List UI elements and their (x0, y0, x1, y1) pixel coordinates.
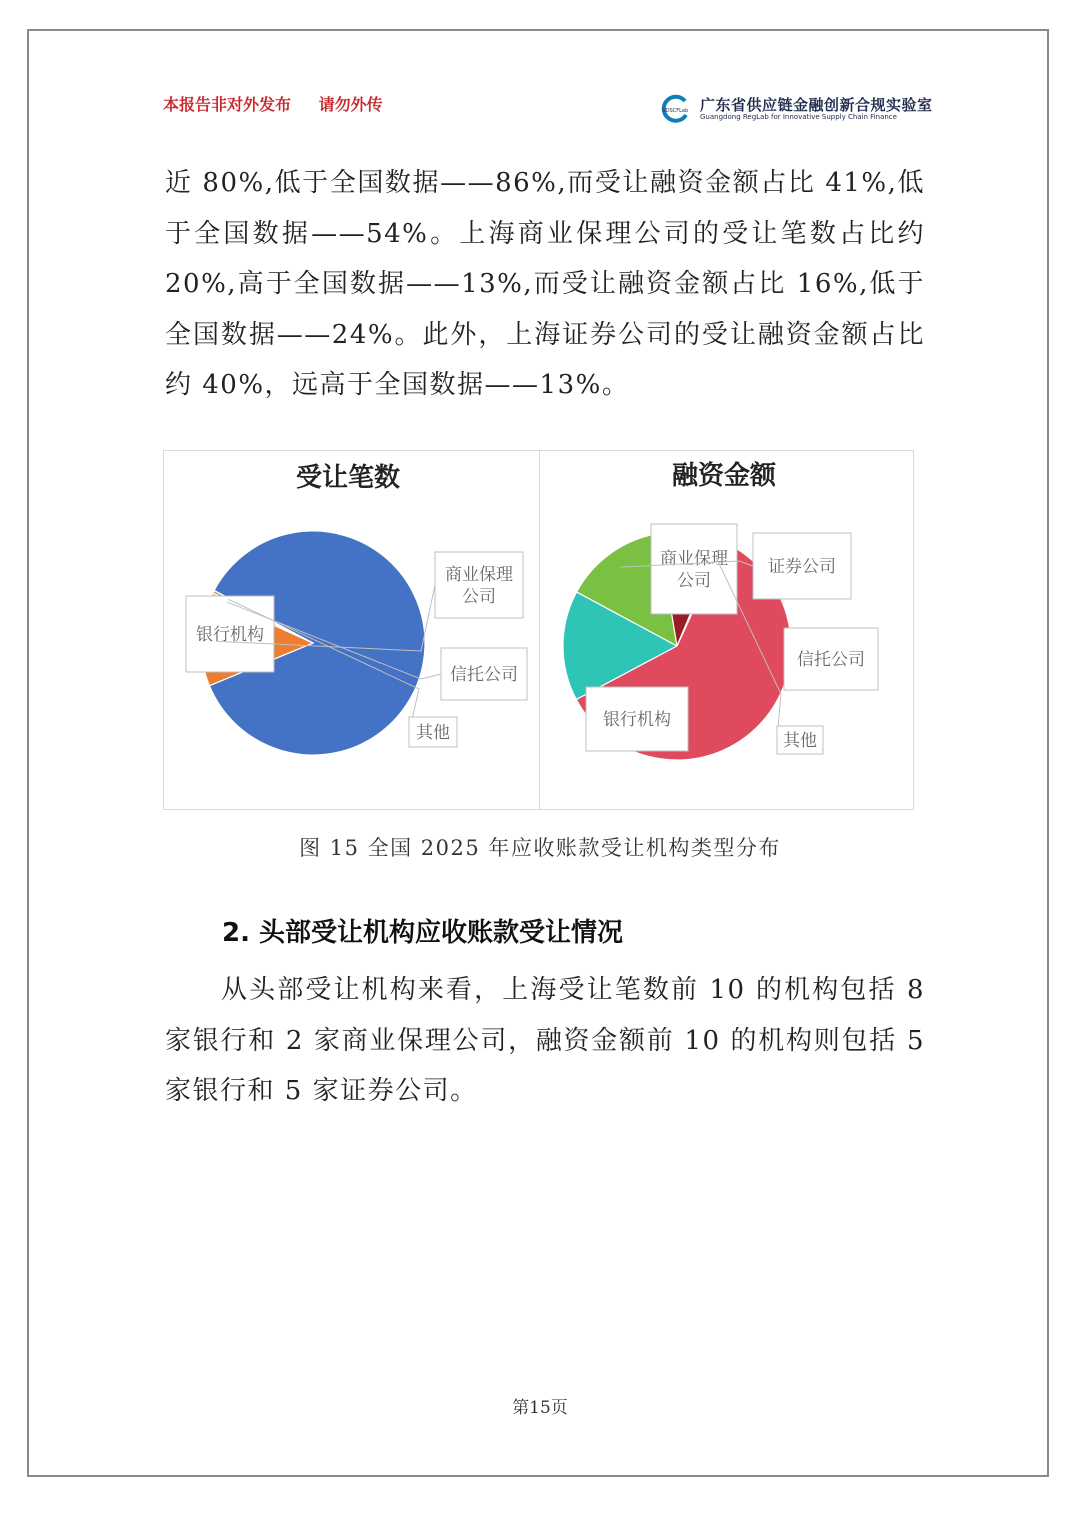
data-label: 其他 (783, 731, 817, 751)
lab-logo-icon (660, 94, 690, 124)
figure-caption: 图 15 全国 2025 年应收账款受让机构类型分布 (299, 836, 781, 860)
chart-title: 受让笔数 (295, 463, 401, 493)
lab-name-en: Guangdong RegLab for Innovative Supply Chain Finance (700, 113, 897, 121)
chart-title: 融资金额 (671, 461, 777, 491)
confidential-notice (163, 92, 405, 115)
section-title: 2. 头部受让机构应收账款受让情况 (222, 918, 624, 948)
body-paragraph-2: 从头部受让机构来看，上海受让笔数前 10 的机构包括 8 家银行和 2 家商业保理公司，融资金额前 10 的机构则包括 5 家银行和 5 家证券公司。 (165, 975, 925, 1106)
page-number: 第15页 (512, 1398, 568, 1418)
figure-pie-charts (163, 450, 914, 810)
data-label-box (435, 552, 523, 618)
data-label: 商业保理 (660, 549, 728, 569)
data-label: 证券公司 (768, 557, 836, 577)
data-label: 公司 (462, 587, 496, 607)
logo-badge-text: GDSCFLab (661, 108, 689, 114)
notice-do-not-share: 请勿外传 (318, 95, 383, 114)
data-label: 其他 (416, 723, 450, 743)
data-label: 银行机构 (603, 710, 671, 730)
data-label: 公司 (677, 571, 711, 591)
data-label: 商业保理 (445, 565, 513, 585)
body-paragraph: 近 80%,低于全国数据——86%,而受让融资金额占比 41%,低于全国数据——54%。上海商业保理公司的受让笔数占比约 20%,高于全国数据——13%,而受让融资金额占比 16%,低于全国数据——24%。此外，上海证券公司的受让融资金额占比约 40%，远高于全国数据——13%。 (165, 168, 925, 400)
lab-logo (660, 94, 933, 128)
lab-name-cn: 广东省供应链金融创新合规实验室 (700, 96, 933, 114)
data-label: 信托公司 (797, 650, 865, 670)
data-label: 信托公司 (450, 665, 518, 685)
data-label-box (651, 524, 737, 614)
notice-not-public: 本报告非对外发布 (163, 95, 292, 114)
pie-charts-canvas (164, 451, 915, 811)
data-label: 银行机构 (196, 625, 264, 645)
